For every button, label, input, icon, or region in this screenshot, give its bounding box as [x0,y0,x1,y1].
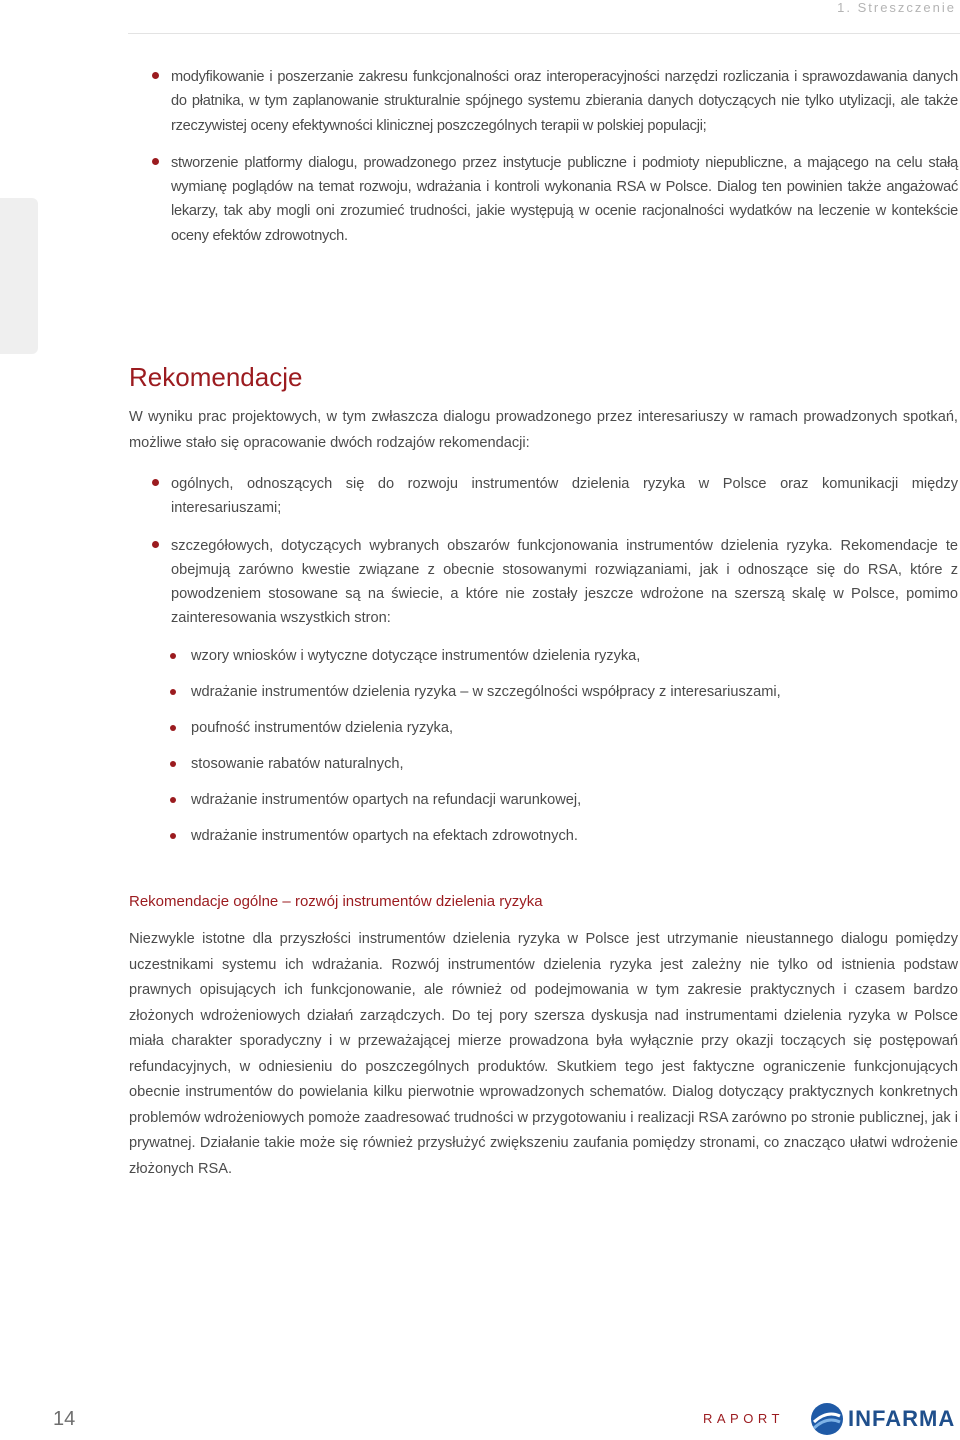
sub-list-item: wdrażanie instrumentów opartych na refundacji warunkowej, [129,788,958,812]
logo-text: INFARMA [848,1406,956,1431]
subsection-title: Rekomendacje ogólne – rozwój instrumentów dzielenia ryzyka [129,893,543,910]
infarma-logo-icon [810,1402,844,1436]
list-item: szczegółowych, dotyczących wybranych obszarów funkcjonowania instrumentów dzielenia ryzyka. Rekomendacje te obejmują zarówno kwestie związane z obecnie stosowanymi rozwiązaniami, jak i odnoszące się do RSA, które z powodzeniem stosowane są na świecie, a które nie zostały jeszcze wdrożone na szerszą skalę w Polsce, pomimo zainteresowania wszystkich stron: [129,534,958,631]
infarma-logo [810,1402,955,1436]
sub-list-item: poufność instrumentów dzielenia ryzyka, [129,716,958,740]
sub-list-item: stosowanie rabatów naturalnych, [129,752,958,776]
chapter-label: 1. Streszczenie [837,0,956,15]
header-rule [128,33,960,34]
top-bullet-list [129,65,958,261]
side-tab [0,198,38,354]
footer-raport-label: RAPORT [703,1411,784,1426]
sub-list-item: wzory wniosków i wytyczne dotyczące instrumentów dzielenia ryzyka, [129,644,958,668]
sub-list-item: wdrażanie instrumentów dzielenia ryzyka – w szczególności współpracy z interesariuszami, [129,680,958,704]
list-item: stworzenie platformy dialogu, prowadzonego przez instytucje publiczne i podmioty niepubliczne, a mającego na celu stałą wymianę poglądów na temat rozwoju, wdrażania i kontroli wykonania RSA w Polsce. Dialog ten powinien także angażować lekarzy, tak aby mogli oni zrozumieć trudności, jakie występują w ocenie racjonalności wydatków na leczenie w kontekście oceny efektów zdrowotnych. [129,151,958,248]
sub-list-item: wdrażanie instrumentów opartych na efektach zdrowotnych. [129,824,958,848]
subsection-body [129,927,958,1182]
page-number: 14 [53,1408,76,1430]
list-item: ogólnych, odnoszących się do rozwoju instrumentów dzielenia ryzyka w Polsce oraz komunikacji między interesariuszami; [129,472,958,521]
subsection-paragraph: Niezwykle istotne dla przyszłości instrumentów dzielenia ryzyka w Polsce jest utrzymanie nieustannego dialogu pomiędzy uczestnikami systemu ich wdrażania. Rozwój instrumentów dzielenia ryzyka jest zależny nie tylko od istnienia podstaw prawnych opisujących ich funkcjonowanie, ale również od podejmowania w tym zakresie praktycznych i czasem bardzo złożonych wdrożeniowych działań zarządczych. Do tej pory szersza dyskusja nad instrumentami dzielenia ryzyka w Polsce miała charakter sporadyczny i w przeważającej mierze prowadzona była wyłącznie przy okazji toczących się postępowań refundacyjnych, w odniesieniu do poszczególnych produktów. Skutkiem tego jest faktyczne ograniczenie funkcjonujących obecnie instrumentów do powielania kilku pierwotnie wprowadzonych schematów. Dialog dotyczący praktycznych konkretnych problemów wdrożeniowych pomoże zaadresować trudności w przygotowaniu i realizacji RSA zarówno po stronie publicznej, jak i prywatnej. Działanie takie może się również przysłużyć zwiększeniu zaufania pomiędzy stronami, co znacząco ułatwi wdrożenie złożonych RSA. [129,931,959,1177]
list-item: modyfikowanie i poszerzanie zakresu funkcjonalności oraz interoperacyjności narzędzi rozliczania i sprawozdawania danych do płatnika, w tym zaplanowanie strukturalnie spójnego systemu zbierania danych dotyczących nie tylko utylizacji, ale także rzeczywistej oceny efektywności klinicznej poszczególnych terapii w polskiej populacji; [129,65,958,138]
section-title: Rekomendacje [129,362,303,392]
section-intro: W wyniku prac projektowych, w tym zwłaszcza dialogu prowadzonego przez interesariuszy w ramach prowadzonych spotkań, możliwe stało się opracowanie dwóch rodzajów rekomendacji: [129,409,958,451]
section-body [129,405,958,860]
